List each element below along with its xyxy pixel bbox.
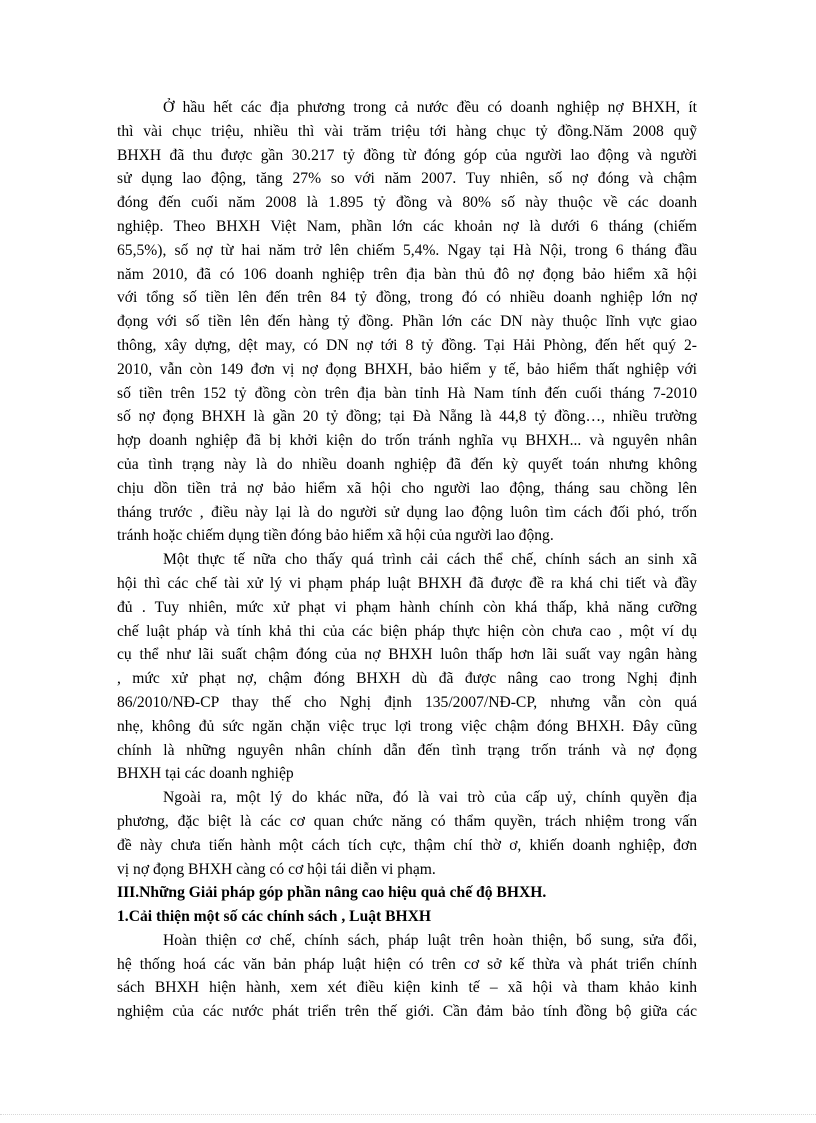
text-line: sử dụng lao động, tăng 27% so với năm 2007. Tuy nhiên, số nợ đóng và chậm bbox=[117, 170, 697, 188]
text-line: nghiệm của các nước phát triển trên thế giới. Cần đảm bảo tính đồng bộ giữa các bbox=[117, 1003, 697, 1021]
text-line: đọng với số tiền lên đến hàng tỷ đồng. Phần lớn các DN này thuộc lĩnh vực giao bbox=[117, 313, 697, 331]
text-line: thông, xây dựng, dệt may, có DN nợ tới 8 tỷ đồng. Tại Hải Phòng, đến hết quý 2- bbox=[117, 336, 697, 354]
text-line: Hoàn thiện cơ chế, chính sách, pháp luật trên hoàn thiện, bổ sung, sửa đổi, bbox=[163, 931, 697, 949]
text-line: sách BHXH hiện hành, xem xét điều kiện kinh tế – xã hội và tham khảo kinh bbox=[117, 979, 697, 997]
text-line: tránh hoặc chiếm dụng tiền đóng bảo hiểm xã hội của người lao động. bbox=[117, 527, 554, 545]
text-line: cụ thể như lãi suất chậm đóng của nợ BHXH luôn thấp hơn lãi suất vay ngân hàng bbox=[117, 646, 697, 664]
text-line: 2010, vẫn còn 149 đơn vị nợ đọng BHXH, bảo hiểm y tế, bảo hiểm thất nghiệp với bbox=[117, 360, 697, 378]
body-text bbox=[117, 96, 697, 1024]
page-bottom-border bbox=[0, 1114, 816, 1116]
text-line: Ngoài ra, một lý do khác nữa, đó là vai trò của cấp uỷ, chính quyền địa bbox=[163, 789, 697, 807]
text-line: nghiệp. Theo BHXH Việt Nam, phần lớn các khoản nợ là dưới 6 tháng (chiếm bbox=[117, 217, 697, 235]
text-line: của tình trạng này là do nhiều doanh nghiệp đã đến kỳ quyết toán nhưng không bbox=[117, 455, 697, 473]
text-line: hội thì các chế tài xử lý vi phạm pháp luật BHXH đã được đề ra khá chi tiết và đầy bbox=[117, 574, 697, 592]
text-line: tháng trước , điều này lại là do người sử dụng lao động luôn tìm cách đối phó, trốn bbox=[117, 503, 697, 521]
text-line: Ở hầu hết các địa phương trong cả nước đều có doanh nghiệp nợ BHXH, ít bbox=[163, 99, 697, 116]
text-line: hợp doanh nghiệp đã bị khởi kiện do trốn tránh nghĩa vụ BHXH... và nguyên nhân bbox=[117, 432, 697, 450]
text-line: đề này chưa tiến hành một cách tích cực, thậm chí thờ ơ, khiến doanh nghiệp, đơn bbox=[117, 836, 697, 854]
text-line: với tổng số tiền lên đến trên 84 tỷ đồng, trong đó có nhiều doanh nghiệp lớn nợ bbox=[117, 289, 697, 307]
text-line: số tiền trên 152 tỷ đồng còn trên địa bàn tỉnh Hà Nam tính đến cuối tháng 7-2010 bbox=[117, 384, 697, 402]
text-line: Một thực tế nữa cho thấy quá trình cải cách thể chế, chính sách an sinh xã bbox=[163, 551, 697, 569]
text-line: thì vài chục triệu, nhiều thì vài trăm triệu tới hàng chục tỷ đồng.Năm 2008 quỹ bbox=[117, 122, 697, 140]
section-heading: III.Những Giải pháp góp phần nâng cao hiệu quả chế độ BHXH. bbox=[117, 884, 547, 902]
text-line: vị nợ đọng BHXH càng có cơ hội tái diễn vi phạm. bbox=[117, 860, 436, 878]
text-line: đủ . Tuy nhiên, mức xử phạt vi phạm hành chính còn khá thấp, khả năng cưỡng bbox=[117, 598, 697, 616]
text-line: năm 2010, đã có 106 doanh nghiệp trên địa bàn thủ đô nợ đọng bảo hiểm xã hội bbox=[117, 265, 697, 283]
text-line: hệ thống hoá các văn bản pháp luật hiện có trên cơ sở kế thừa và phát triển chính bbox=[117, 955, 697, 973]
subsection-heading: 1.Cải thiện một số các chính sách , Luật BHXH bbox=[117, 908, 432, 926]
text-line: BHXH tại các doanh nghiệp bbox=[117, 765, 294, 783]
text-line: chịu dồn tiền trả nợ bảo hiểm xã hội cho người lao động, tháng sau chồng lên bbox=[117, 479, 697, 497]
text-line: chính là những nguyên nhân chính dẫn đến tình trạng trốn tránh và nợ đọng bbox=[117, 741, 697, 759]
text-line: 86/2010/NĐ-CP thay thế cho Nghị định 135/2007/NĐ-CP, nhưng vẫn còn quá bbox=[117, 693, 697, 711]
text-line: số nợ đọng BHXH là gần 20 tỷ đồng; tại Đà Nẵng là 44,8 tỷ đồng…, nhiều trường bbox=[117, 408, 697, 426]
text-line: , mức xử phạt nợ, chậm đóng BHXH dù đã được nâng cao trong Nghị định bbox=[117, 670, 697, 688]
text-line: đóng đến cuối năm 2008 là 1.895 tỷ đồng và 80% số này thuộc về các doanh bbox=[117, 194, 697, 212]
text-line: nhẹ, không đủ sức ngăn chặn việc trục lợi trong việc chậm đóng BHXH. Đây cũng bbox=[117, 717, 697, 735]
text-line: BHXH đã thu được gần 30.217 tỷ đồng từ đóng góp của người lao động và người bbox=[117, 146, 697, 164]
text-line: 65,5%), số nợ từ hai năm trở lên chiếm 5,4%. Ngay tại Hà Nội, trong 6 tháng đầu bbox=[117, 241, 697, 259]
text-line: phương, đặc biệt là các cơ quan chức năng có thẩm quyền, trách nhiệm trong vấn bbox=[117, 812, 697, 830]
text-line: chế luật pháp và tính khả thi của các biện pháp thực hiện còn chưa cao , một ví dụ bbox=[117, 622, 697, 640]
